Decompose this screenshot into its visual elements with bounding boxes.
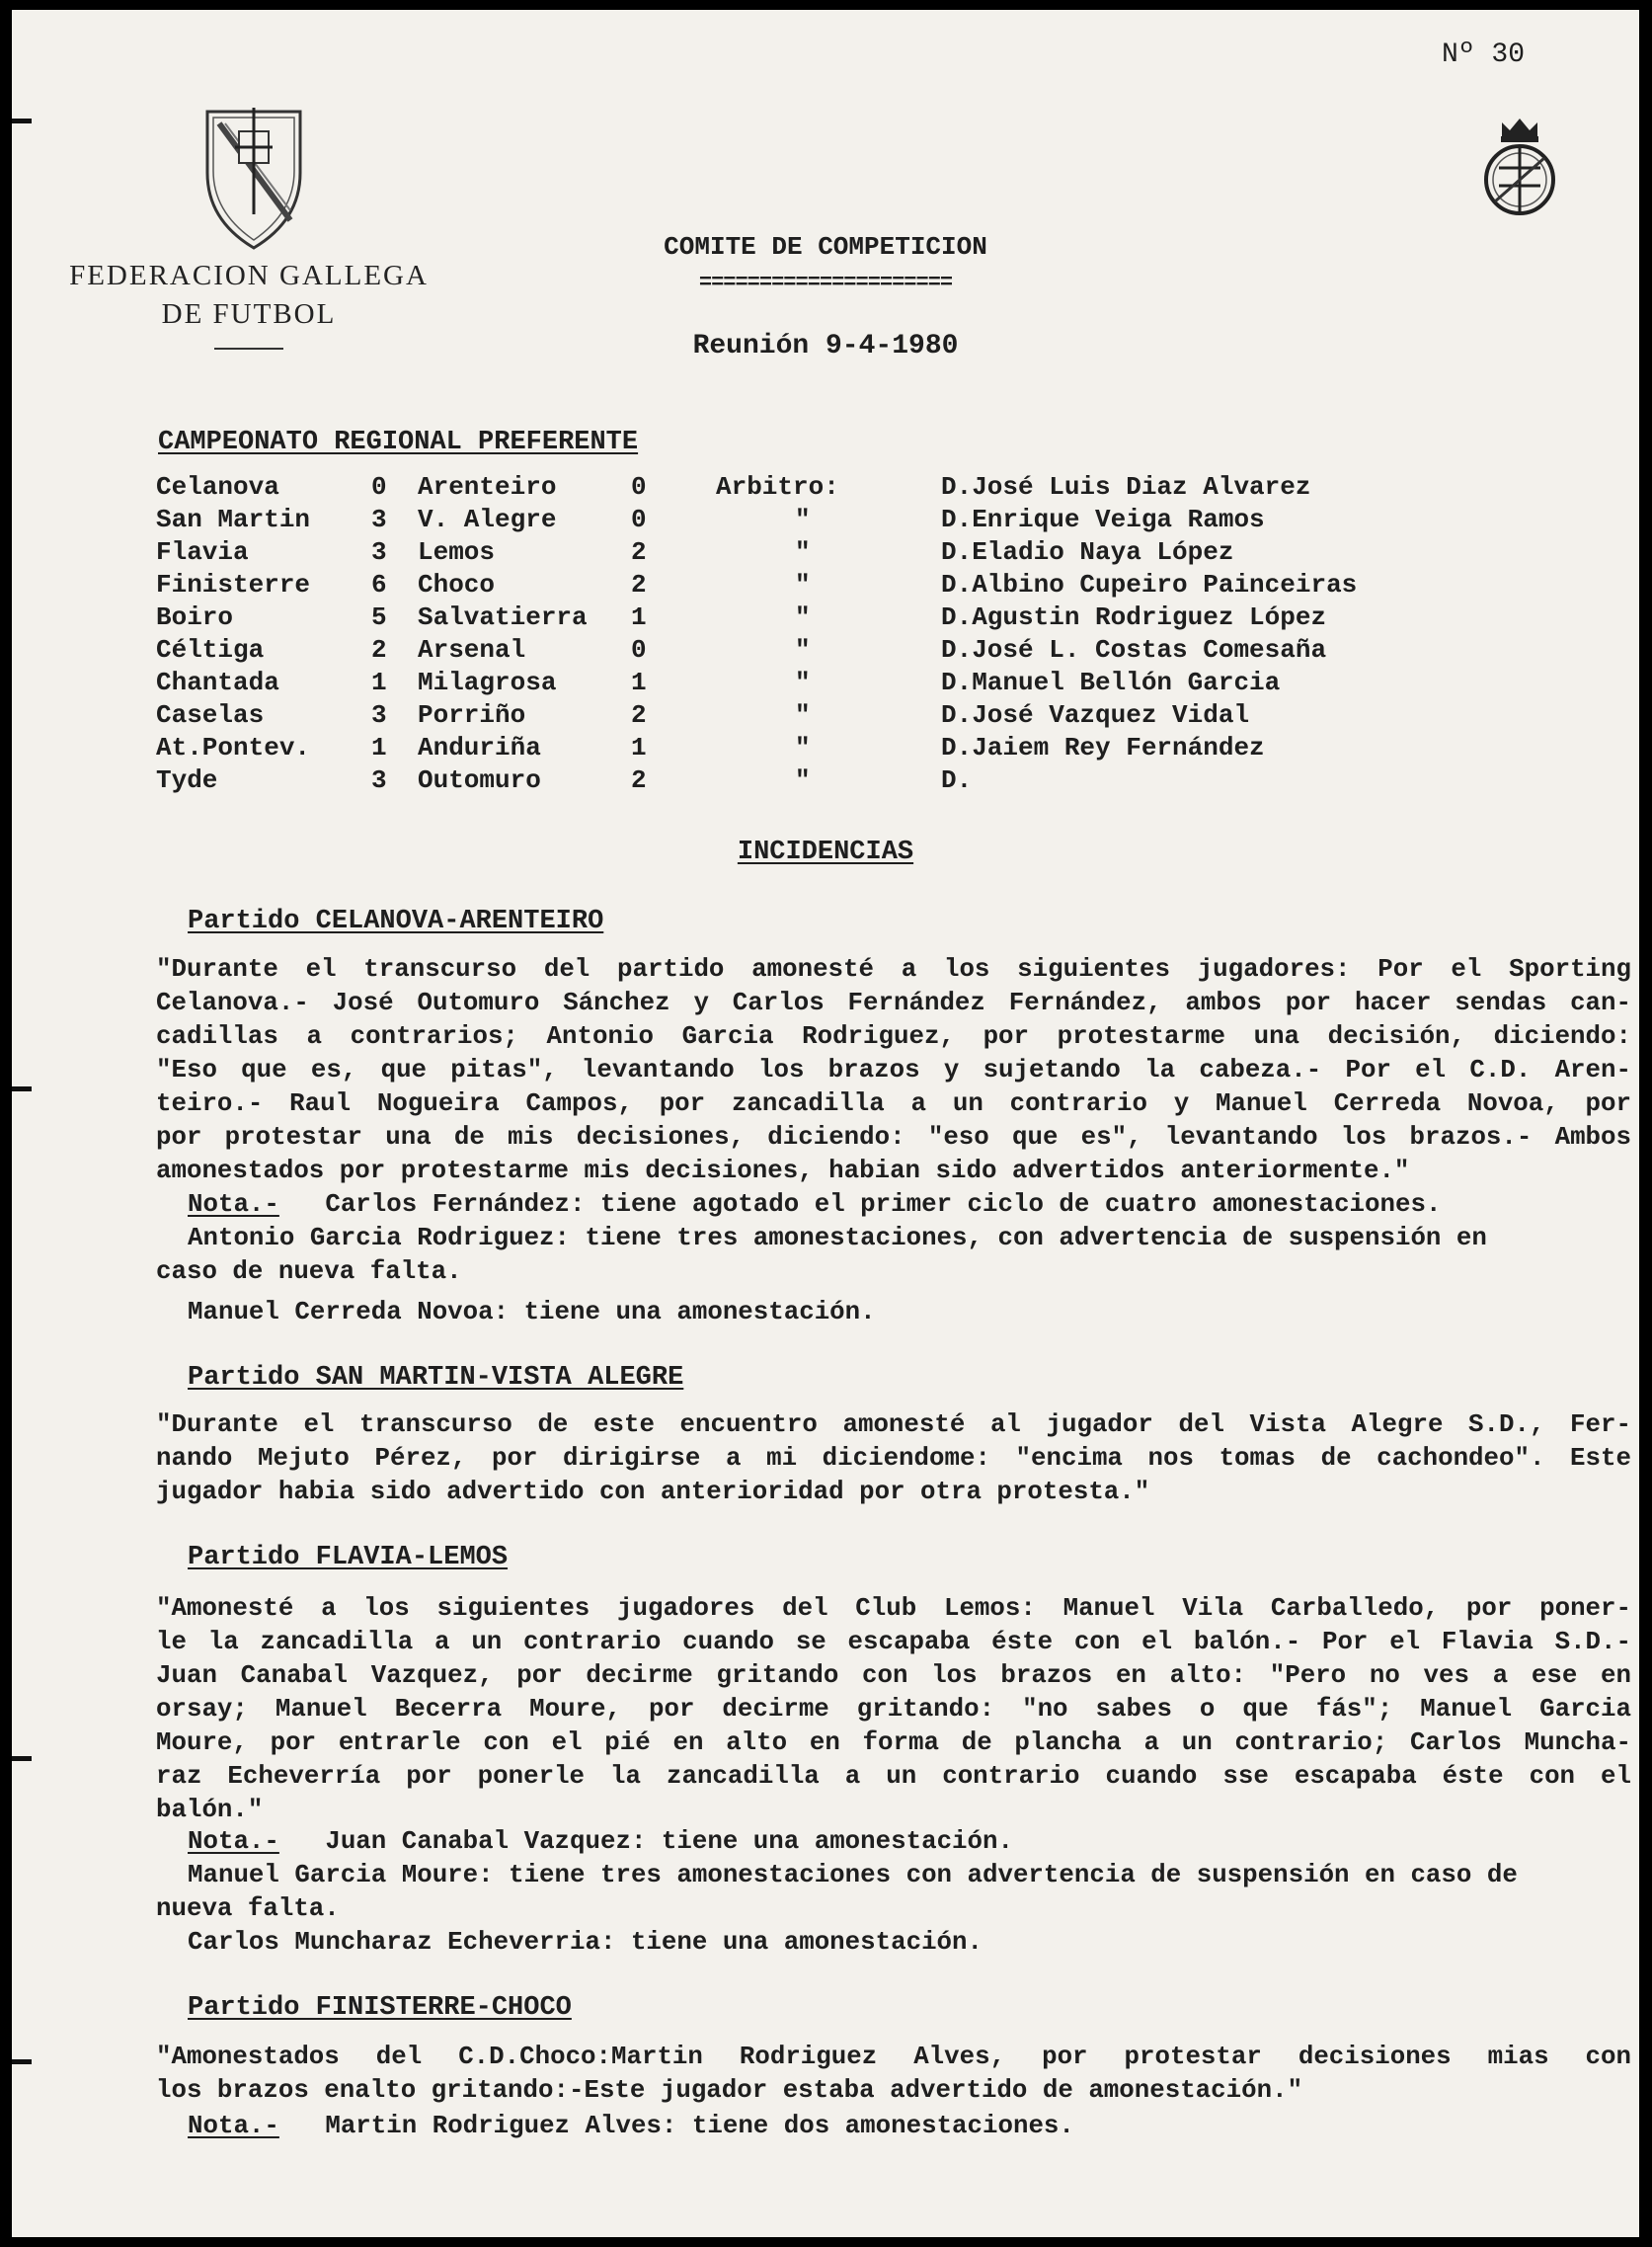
note-manuel-garcia-cont: nueva falta. bbox=[156, 1894, 340, 1923]
referee-label: " bbox=[795, 570, 811, 600]
home-score: 2 bbox=[371, 635, 387, 665]
match-title-celanova-arenteiro: Partido CELANOVA-ARENTEIRO bbox=[188, 907, 604, 936]
home-score: 1 bbox=[371, 668, 387, 697]
match-report-flavia-lemos bbox=[156, 1592, 1631, 1827]
away-score: 1 bbox=[631, 602, 647, 632]
report-line: Celanova.- José Outomuro Sánchez y Carlos Fernández Fernández, ambos por hacer sendas can- bbox=[156, 989, 1631, 1017]
referee-name: D.José Luis Diaz Alvarez bbox=[941, 472, 1311, 502]
result-row bbox=[156, 602, 1357, 635]
home-team: Céltiga bbox=[156, 635, 265, 665]
away-team: Lemos bbox=[418, 537, 496, 567]
note-label: Nota.- bbox=[188, 1190, 279, 1219]
document-number: Nº 30 bbox=[1441, 40, 1525, 70]
result-row bbox=[156, 570, 1357, 602]
away-team: Anduriña bbox=[418, 733, 541, 762]
federation-name-line1: FEDERACION GALLEGA bbox=[69, 260, 429, 291]
document-page bbox=[12, 10, 1639, 2237]
result-row bbox=[156, 733, 1357, 765]
note-text: Juan Canabal Vazquez: tiene una amonestación. bbox=[325, 1827, 1013, 1856]
away-team: Milagrosa bbox=[418, 668, 557, 697]
note-manuel-cerreda: Manuel Cerreda Novoa: tiene una amonestación. bbox=[188, 1298, 876, 1326]
home-score: 3 bbox=[371, 537, 387, 567]
report-line: "Durante el transcurso de este encuentro amonesté al jugador del Vista Alegre S.D., Fer- bbox=[156, 1410, 1631, 1439]
note-label: Nota.- bbox=[188, 2112, 279, 2140]
home-team: Tyde bbox=[156, 765, 218, 795]
away-score: 1 bbox=[631, 668, 647, 697]
report-line: "Durante el transcurso del partido amonesté a los siguientes jugadores: Por el Sporting bbox=[156, 955, 1631, 984]
home-score: 1 bbox=[371, 733, 387, 762]
away-team: V. Alegre bbox=[418, 505, 557, 534]
note-manuel-garcia: Manuel Garcia Moure: tiene tres amonestaciones con advertencia de suspensión en caso de bbox=[188, 1861, 1518, 1889]
result-row bbox=[156, 668, 1357, 700]
report-line: balón." bbox=[156, 1796, 264, 1824]
binder-mark bbox=[12, 2059, 32, 2064]
away-team: Arenteiro bbox=[418, 472, 557, 502]
report-line: "Eso que es, que pitas", levantando los brazos y sujetando la cabeza.- Por el C.D. Aren- bbox=[156, 1056, 1631, 1084]
home-team: Boiro bbox=[156, 602, 234, 632]
match-title-finisterre-choco: Partido FINISTERRE-CHOCO bbox=[188, 1993, 572, 2023]
federation-name-line2: DE FUTBOL bbox=[161, 298, 337, 330]
home-score: 0 bbox=[371, 472, 387, 502]
match-report-finisterre-choco bbox=[156, 2041, 1631, 2108]
note-martin-rodriguez bbox=[188, 2110, 1074, 2143]
referee-name: D.Enrique Veiga Ramos bbox=[941, 505, 1265, 534]
home-team: Chantada bbox=[156, 668, 279, 697]
away-score: 0 bbox=[631, 472, 647, 502]
report-line: "Amonesté a los siguientes jugadores del Club Lemos: Manuel Vila Carballedo, por poner- bbox=[156, 1594, 1631, 1623]
home-score: 5 bbox=[371, 602, 387, 632]
note-antonio-garcia: Antonio Garcia Rodriguez: tiene tres amonestaciones, con advertencia de suspensión en bbox=[188, 1224, 1487, 1252]
away-team: Porriño bbox=[418, 700, 526, 730]
referee-label: Arbitro: bbox=[716, 472, 839, 502]
committee-title: COMITE DE COMPETICION bbox=[664, 232, 987, 262]
report-line: cadillas a contrarios; Antonio Garcia Rodriguez, por protestarme una decisión, diciendo: bbox=[156, 1022, 1631, 1051]
binder-mark bbox=[12, 119, 32, 123]
match-report-san-martin-vista-alegre bbox=[156, 1408, 1631, 1509]
report-line: raz Echeverría por ponerle la zancadilla a un contrario cuando sse escapaba éste con el bbox=[156, 1762, 1631, 1791]
match-title-flavia-lemos: Partido FLAVIA-LEMOS bbox=[188, 1543, 509, 1572]
home-team: San Martin bbox=[156, 505, 311, 534]
report-line: por protestar una de mis decisiones, diciendo: "eso que es", levantando los brazos.- Ambos bbox=[156, 1123, 1631, 1152]
championship-title: CAMPEONATO REGIONAL PREFERENTE bbox=[158, 428, 639, 457]
match-title-san-martin-vista-alegre: Partido SAN MARTIN-VISTA ALEGRE bbox=[188, 1363, 684, 1393]
note-carlos-fernandez bbox=[188, 1188, 1441, 1222]
referee-label: " bbox=[795, 700, 811, 730]
incidents-title: INCIDENCIAS bbox=[737, 838, 914, 867]
referee-label: " bbox=[795, 668, 811, 697]
result-row bbox=[156, 537, 1357, 570]
meeting-date: Reunión 9-4-1980 bbox=[692, 331, 959, 361]
result-row bbox=[156, 765, 1357, 798]
result-row bbox=[156, 472, 1357, 505]
referee-name: D.Albino Cupeiro Painceiras bbox=[941, 570, 1358, 600]
binder-mark bbox=[12, 1086, 32, 1091]
referee-name: D.Jaiem Rey Fernández bbox=[941, 733, 1265, 762]
referee-label: " bbox=[795, 733, 811, 762]
home-team: Finisterre bbox=[156, 570, 311, 600]
away-team: Salvatierra bbox=[418, 602, 588, 632]
report-line: nando Mejuto Pérez, por dirigirse a mi diciendome: "encima nos tomas de cachondeo". Este bbox=[156, 1444, 1631, 1473]
report-line: jugador habia sido advertido con anterioridad por otra protesta." bbox=[156, 1478, 1150, 1506]
note-text: Carlos Fernández: tiene agotado el primer ciclo de cuatro amonestaciones. bbox=[325, 1190, 1442, 1219]
referee-label: " bbox=[795, 537, 811, 567]
referee-label: " bbox=[795, 602, 811, 632]
note-carlos-muncharaz: Carlos Muncharaz Echeverria: tiene una amonestación. bbox=[188, 1928, 983, 1957]
home-team: Celanova bbox=[156, 472, 279, 502]
results-table bbox=[156, 472, 1357, 798]
result-row bbox=[156, 505, 1357, 537]
away-score: 2 bbox=[631, 570, 647, 600]
note-label: Nota.- bbox=[188, 1827, 279, 1856]
home-score: 6 bbox=[371, 570, 387, 600]
report-line: Juan Canabal Vazquez, por decirme gritando con los brazos en alto: "Pero no ves a ese en bbox=[156, 1661, 1631, 1690]
binder-mark bbox=[12, 1756, 32, 1761]
federation-shield-logo bbox=[199, 104, 308, 252]
away-score: 0 bbox=[631, 505, 647, 534]
away-team: Outomuro bbox=[418, 765, 541, 795]
rfef-crown-emblem bbox=[1477, 107, 1562, 225]
title-double-rule: ===================== bbox=[698, 271, 953, 292]
away-team: Arsenal bbox=[418, 635, 526, 665]
home-score: 3 bbox=[371, 505, 387, 534]
report-line: le la zancadilla a un contrario cuando se escapaba éste con el balón.- Por el Flavia S.D.- bbox=[156, 1628, 1631, 1656]
away-score: 2 bbox=[631, 700, 647, 730]
result-row bbox=[156, 635, 1357, 668]
away-score: 1 bbox=[631, 733, 647, 762]
home-score: 3 bbox=[371, 765, 387, 795]
report-line: "Amonestados del C.D.Choco:Martin Rodriguez Alves, por protestar decisiones mias con bbox=[156, 2043, 1631, 2071]
referee-name: D.Manuel Bellón Garcia bbox=[941, 668, 1281, 697]
referee-name: D.Agustin Rodriguez López bbox=[941, 602, 1327, 632]
report-line: teiro.- Raul Nogueira Campos, por zancadilla a un contrario y Manuel Cerreda Novoa, por bbox=[156, 1089, 1631, 1118]
note-juan-canabal bbox=[188, 1825, 1013, 1859]
note-text: Martin Rodriguez Alves: tiene dos amonestaciones. bbox=[325, 2112, 1074, 2140]
result-row bbox=[156, 700, 1357, 733]
referee-name: D.José Vazquez Vidal bbox=[941, 700, 1250, 730]
referee-label: " bbox=[795, 765, 811, 795]
referee-name: D. bbox=[941, 765, 973, 795]
away-score: 0 bbox=[631, 635, 647, 665]
referee-label: " bbox=[795, 635, 811, 665]
report-line: Moure, por entrarle con el pié en alto en forma de plancha a un contrario; Carlos Muncha- bbox=[156, 1728, 1631, 1757]
away-score: 2 bbox=[631, 537, 647, 567]
home-team: At.Pontev. bbox=[156, 733, 311, 762]
home-team: Flavia bbox=[156, 537, 249, 567]
away-team: Choco bbox=[418, 570, 496, 600]
referee-name: D.José L. Costas Comesaña bbox=[941, 635, 1327, 665]
referee-label: " bbox=[795, 505, 811, 534]
report-line: los brazos enalto gritando:-Este jugador estaba advertido de amonestación." bbox=[156, 2076, 1303, 2105]
match-report-celanova-arenteiro bbox=[156, 953, 1631, 1188]
home-team: Caselas bbox=[156, 700, 265, 730]
home-score: 3 bbox=[371, 700, 387, 730]
report-line: orsay; Manuel Becerra Moure, por decirme gritando: "no sabes o que fás"; Manuel Garcia bbox=[156, 1695, 1631, 1724]
referee-name: D.Eladio Naya López bbox=[941, 537, 1234, 567]
report-line: amonestados por protestarme mis decisiones, habian sido advertidos anteriormente." bbox=[156, 1157, 1410, 1185]
note-antonio-garcia-cont: caso de nueva falta. bbox=[156, 1257, 462, 1286]
away-score: 2 bbox=[631, 765, 647, 795]
